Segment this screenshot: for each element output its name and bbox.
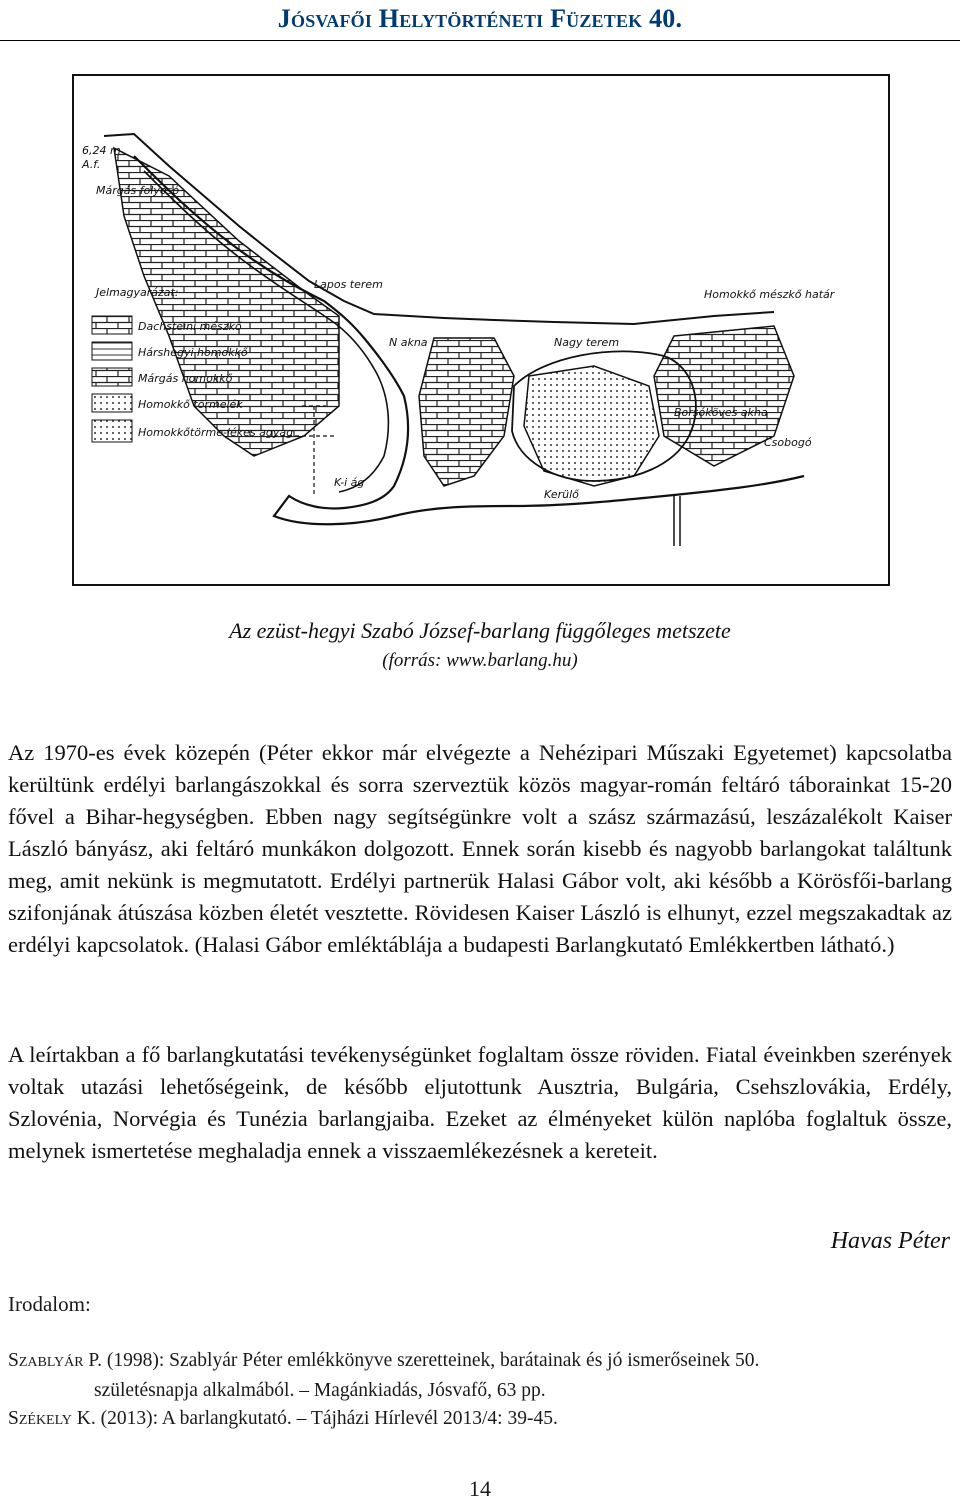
author-signature: Havas Péter [830,1228,950,1254]
header-title: Jósvafői Helytörténeti Füzetek 40. [277,4,683,33]
cave-section-figure [72,74,890,586]
running-header [0,0,960,41]
legend-swatch-marl [92,368,132,386]
reference-text: (1998): Szablyár Péter emlékkönyve szeretteinek, barátainak és jó ismerőseinek 50. [102,1350,760,1371]
label-sandstone-boundary: Homokkő mészkő határ [704,288,835,301]
legend-swatch-harshegy [92,342,132,360]
reference-item [8,1346,952,1406]
reference-author: Székely K. [8,1408,96,1429]
legend-item: Homokkő törmelék [138,398,243,411]
page-number: 14 [469,1476,491,1501]
legend-swatch-limestone [92,316,132,334]
reference-item [8,1404,952,1434]
label-csobogo: Csobogó [764,436,812,449]
label-borsokoves-akna: Borsóköves akna [674,406,768,419]
label-big-hall: Nagy terem [554,336,620,349]
label-kerulo: Kerülő [544,488,579,501]
body-paragraph: Az 1970-es évek közepén (Péter ekkor már elvégezte a Nehézipari Műszaki Egyetemet) kapcsolatba kerültünk erdélyi barlangászokkal és sorra szerveztük közös magyar-román feltáró táborainkat 15-20 fővel a Bihar-hegységben. Ebben nagy segítségünkre volt a szász származású, leszázalékolt Kaiser László bányász, aki feltáró munkákon dolgozott. Ennek során kisebb és nagyobb barlangokat találtunk meg, amit nekünk is megmutatott. Erdélyi partnerük Halasi Gábor volt, aki később a Körösfői-barlang szifonjának átúszása közben életét vesztette. Rövidesen Kaiser László is elhunyt, ezzel megszakadtak az erdélyi kapcsolatok. (Halasi Gábor emléktáblája a budapesti Barlangkutató Emlékkertben látható.) [8,740,952,957]
legend-title: Jelmagyarázat: [96,286,179,299]
reference-continuation: születésnapja alkalmából. – Magánkiadás, Jósvafő, 63 pp. [94,1380,546,1401]
label-flat-hall: Lapos terem [314,278,383,291]
label-k-i-ag: K-i ág [334,476,365,489]
references-heading: Irodalom: [8,1292,91,1316]
limestone-mass-2 [419,338,514,486]
reference-author: Szablyár P. [8,1350,102,1371]
legend-swatch-clay [92,420,132,442]
legend-item: Homokkőtörme-lékes agyag [138,426,294,439]
legend-item: Márgás homokkő [138,372,233,385]
label-datum: A.f. [82,158,101,171]
label-n-akna: N akna [389,336,428,349]
legend-item: Dachsteini mészkő [138,320,242,333]
label-marl-passage: Márgás folyosó [96,184,180,197]
label-depth: 6,24 m [82,144,121,157]
figure-caption: Az ezüst-hegyi Szabó József-barlang függőleges metszete [229,618,731,643]
dotted-sand-zone [524,366,659,486]
figure-source: (forrás: www.barlang.hu) [382,650,578,671]
legend-item: Hárshegyi homokkő [138,346,248,359]
body-paragraph: A leírtakban a fő barlangkutatási tevékenységünket foglaltam össze röviden. Fiatal éveinkben szerények voltak utazási lehetőségeink, de később eljutottunk Ausztria, Bulgária, Csehszlovákia, Erdély, Szlovénia, Norvégia és Tunézia barlangjaiba. Ezeket az élményeket külön naplóba foglaltuk össze, melynek ismertetése meghaladja ennek a visszaemlékezésnek a kereteit. [8,1042,952,1163]
reference-text: (2013): A barlangkutató. – Tájházi Hírlevél 2013/4: 39-45. [95,1408,558,1429]
cave-section-diagram [74,76,888,584]
shaft-lines [674,496,680,546]
legend-swatch-debris [92,394,132,412]
